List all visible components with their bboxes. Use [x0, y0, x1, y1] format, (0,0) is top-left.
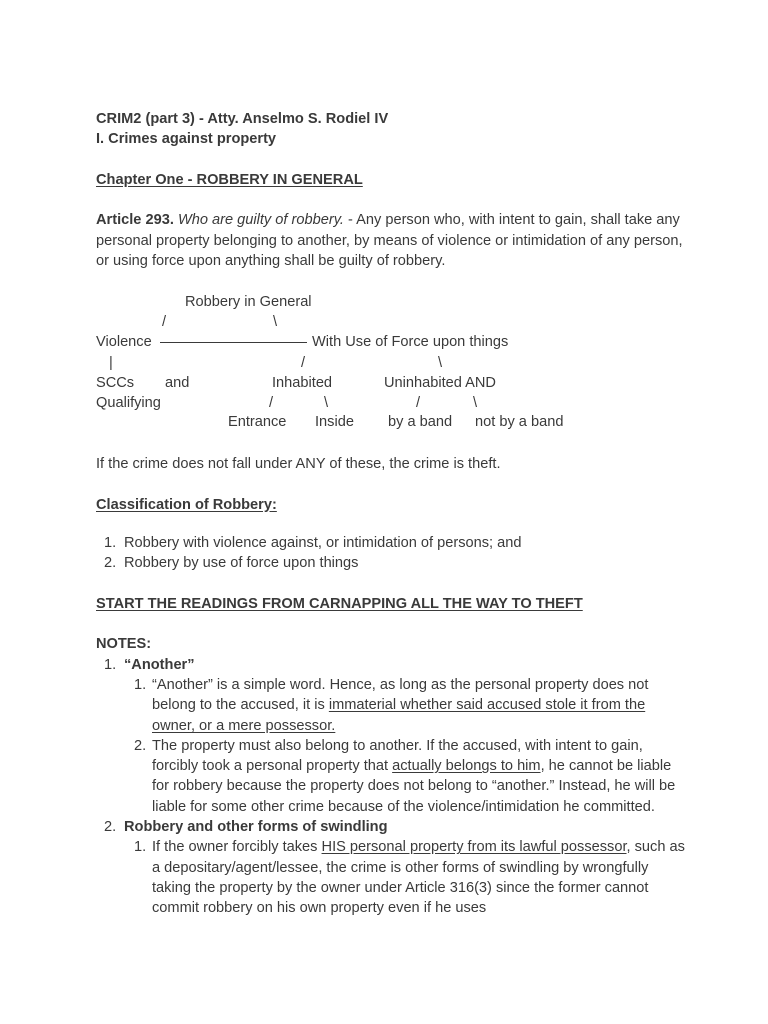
notes-list [96, 655, 686, 919]
diagram-slash: / [162, 313, 167, 330]
list-item: 2. The property must also belong to another. If the accused, with intent to gain, forcibly took a personal property that actually belongs to him, he cannot be liable for robbery because the property does not belong to “another.” Instead, he will be liable for some other crime because of the violence/intimidation he committed. [134, 737, 676, 815]
diagram-pipe: | [109, 354, 113, 371]
diagram-root: Robbery in General [185, 293, 312, 310]
diagram-violence: Violence [96, 333, 152, 350]
section-heading: I. Crimes against property [96, 131, 277, 148]
list-item: 1. “Another” is a simple word. Hence, as long as the personal property does not belong to the accused, it is immaterial whether said accused stole it from the owner, or a mere possessor. [134, 676, 649, 734]
notes-heading: NOTES: [96, 636, 152, 653]
diagram-sccs: SCCs [96, 374, 135, 391]
diagram-backslash: \ [324, 394, 329, 411]
note-item: 1. “Another” 1. “Another” is a simple word. Hence, as long as the personal property does not belong to the accused, it is immaterial whether said accused stole it from the owner, or a mere possessor. 2. The property must also belong to another. If the accused, with intent to gain, forcibly took a personal property that actually belongs to him, he cannot be liable for robbery because the property does not belong to “another.” Instead, he will be liable for some other crime because of the violence/intimidation he committed. [96, 655, 686, 817]
diagram-slash: / [416, 394, 421, 411]
diagram-qualifying: Qualifying [96, 394, 161, 411]
list-item: 1. If the owner forcibly takes HIS personal property from its lawful possessor, such as a depositary/agent/lessee, the crime is other forms of swindling by wrongfully taking the property by the owner under Article 316(3) since the former cannot commit robbery on his own property even if he uses [134, 839, 685, 917]
diagram-inside: Inside [315, 413, 354, 430]
note-title: “Another” [124, 656, 195, 673]
article-text: - Any person who, with intent to gain, shall take any personal property belonging to another, by means of violence or intimidation of any person, or using force upon anything shall be guilty of robbery. [96, 212, 683, 270]
chapter-heading: Chapter One - ROBBERY IN GENERAL [96, 171, 363, 188]
diagram-inhabited: Inhabited [272, 374, 333, 391]
diagram-and: and [165, 374, 190, 391]
document-title: CRIM2 (part 3) - Atty. Anselmo S. Rodiel IV [96, 111, 389, 127]
list-item: 2. Robbery by use of force upon things [104, 555, 359, 572]
note-sublist [96, 675, 686, 817]
robbery-diagram [96, 292, 686, 414]
document-body [96, 109, 686, 919]
diagram-connector [160, 342, 307, 343]
diagram-not-band: not by a band [475, 413, 564, 430]
readings-heading: START THE READINGS FROM CARNAPPING ALL THE WAY TO THEFT [96, 595, 583, 612]
note-item: 2. Robbery and other forms of swindling 1. If the owner forcibly takes HIS personal property from its lawful possessor, such as a depositary/agent/lessee, the crime is other forms of swindling by wrongfully taking the property by the owner under Article 316(3) since the former cannot commit robbery on his own property even if he uses [96, 817, 686, 918]
article-label: Article 293. [96, 212, 174, 229]
article-heading: Who are guilty of robbery. [177, 212, 344, 229]
classification-heading: Classification of Robbery: [96, 496, 277, 513]
article-293-paragraph [96, 210, 686, 271]
diagram-force: With Use of Force upon things [312, 333, 509, 350]
diagram-backslash: \ [438, 354, 443, 371]
list-item: 1. Robbery with violence against, or intimidation of persons; and [104, 534, 522, 551]
note-sublist [96, 837, 686, 918]
diagram-backslash: \ [273, 313, 278, 330]
classification-list [96, 533, 686, 574]
diagram-entrance: Entrance [228, 413, 287, 430]
diagram-uninhabited: Uninhabited AND [384, 374, 496, 391]
diagram-slash: / [301, 354, 306, 371]
diagram-backslash: \ [473, 394, 478, 411]
diagram-band: by a band [388, 413, 453, 430]
diagram-leaves [96, 414, 686, 434]
theft-note: If the crime does not fall under ANY of these, the crime is theft. [96, 455, 501, 472]
note-title: Robbery and other forms of swindling [124, 819, 388, 836]
diagram-slash: / [269, 394, 274, 411]
